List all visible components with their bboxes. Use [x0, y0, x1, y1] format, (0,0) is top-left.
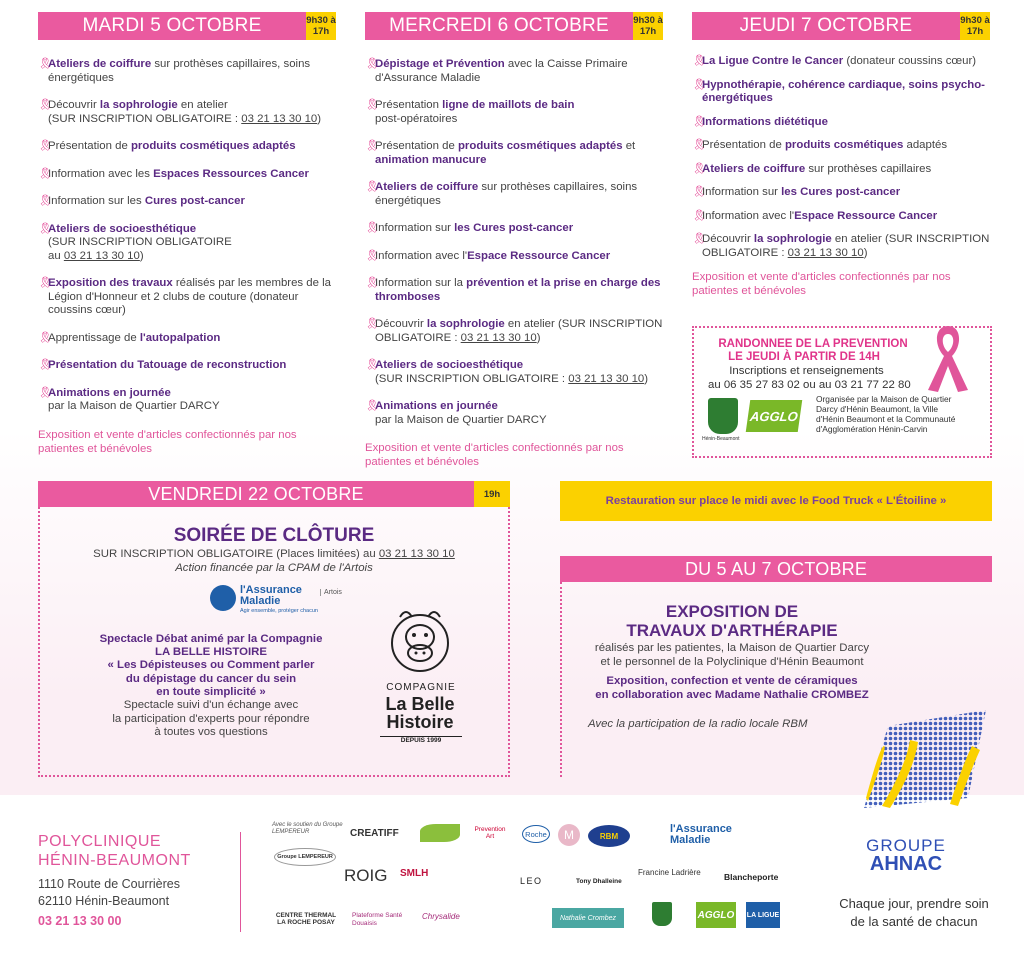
expo-note: Exposition et vente d'articles confectionnés par nos patientes et bénévoles	[365, 442, 624, 468]
ribbon-icon: 🎗	[692, 186, 706, 198]
sponsor-smlh: SMLH	[400, 868, 429, 879]
am-slogan: Agir ensemble, protéger chacun	[240, 608, 318, 614]
sponsors-grid	[272, 822, 792, 934]
list-item: 🎗 Ateliers de coiffure sur prothèses capillaires, soins énergétiques	[38, 58, 311, 84]
ribbon-icon: 🎗	[692, 233, 706, 245]
slogan-2: de la santé de chacun	[850, 914, 978, 929]
day-title: VENDREDI 22 OCTOBRE	[148, 483, 364, 504]
pink-ribbon-icon	[924, 322, 972, 394]
histoire-label: Histoire	[386, 712, 454, 732]
groupe-label: GROUPE	[866, 836, 946, 855]
sponsor-roche: Roche	[522, 825, 550, 843]
sponsor-assurance-maladie: l'Assurance Maladie	[670, 823, 732, 846]
am-name: l'Assurance Maladie	[240, 584, 302, 607]
list-item: 🎗 Présentation ligne de maillots de bain post-opératoires	[365, 99, 575, 125]
randonnee-info: Inscriptions et renseignements	[729, 365, 884, 377]
spectacle-desc: Spectacle Débat animé par la Compagnie LA BELLE HISTOIRE « Les Dépisteuses ou Comment parler du dépistage du cancer du sein en toute simplicité »	[99, 633, 323, 698]
expo-art-radio: Avec la participation de la radio locale RBM	[588, 718, 808, 730]
sponsor-leaf-logo	[420, 824, 460, 842]
list-item: 🎗 Dépistage et Prévention avec la Caisse Primaire d'Assurance Maladie	[365, 58, 628, 84]
compagnie-label: COMPAGNIE	[386, 682, 456, 693]
ribbon-icon: 🎗	[38, 331, 52, 344]
ribbon-icon: 🎗	[38, 167, 52, 180]
soiree-title: SOIRÉE DE CLÔTURE	[173, 525, 375, 546]
list-item: 🎗 Présentation de produits cosmétiques adaptés	[38, 140, 296, 152]
randonnee-subtitle: LE JEUDI À PARTIR DE 14H	[728, 351, 880, 363]
randonnee-phones: au 06 35 27 83 02 ou au 03 21 77 22 80	[708, 379, 911, 391]
ribbon-icon: 🎗	[38, 58, 52, 70]
ahnac-label: AHNAC	[869, 853, 943, 875]
expo-art-h2: TRAVAUX D'ARTHÉRAPIE	[626, 621, 838, 640]
day-title: MERCREDI 6 OCTOBRE	[389, 15, 609, 36]
ribbon-icon: 🎗	[365, 222, 379, 234]
list-item: 🎗 Information avec l'Espace Ressource Cancer	[692, 209, 938, 222]
list-item: 🎗 Présentation de produits cosmétiques adaptés et animation manucure	[365, 140, 636, 166]
phone-link[interactable]: 03 21 13 30 10	[568, 372, 645, 385]
ribbon-icon: 🎗	[38, 99, 52, 111]
sponsor-la-roche-posay: CENTRE THERMAL LA ROCHE POSAY	[275, 912, 337, 926]
phone-link[interactable]: 03 21 13 30 10	[378, 548, 455, 560]
expo-note: Exposition et vente d'articles confectionnés par nos patientes et bénévoles	[692, 271, 951, 297]
header-mercredi	[365, 12, 663, 40]
cow-logo-icon	[390, 603, 450, 679]
ribbon-icon: 🎗	[38, 222, 52, 235]
expo-art-h1: EXPOSITION DE	[665, 602, 799, 621]
ribbon-icon: 🎗	[365, 359, 379, 371]
list-item: 🎗 Information sur les Cures post-cancer	[365, 222, 574, 234]
day-title: MARDI 5 OCTOBRE	[82, 15, 262, 36]
list-item: 🎗 Ateliers de coiffure sur prothèses capillaires	[692, 162, 932, 175]
ribbon-icon: 🎗	[365, 318, 379, 330]
header-expo-art	[560, 556, 992, 582]
list-item: 🎗 Présentation de produits cosmétiques adaptés	[692, 139, 948, 151]
list-item: 🎗 Ateliers de socioesthétique (SUR INSCRIPTION OBLIGATOIRE : 03 21 13 30 10)	[365, 359, 649, 385]
ribbon-icon: 🎗	[692, 162, 706, 175]
henin-beaumont-logo	[708, 398, 738, 434]
assurance-maladie-logo	[210, 583, 350, 617]
randonnee-org: Organisée par la Maison de Quartier Darcy d'Hénin Beaumont, la Ville d'Hénin Beaumont et la Communauté d'Agglomération Hénin-Carvin	[816, 394, 956, 434]
list-item: 🎗 Ateliers de socioesthétique (SUR INSCRIPTION OBLIGATOIRE au 03 21 13 30 10)	[38, 222, 232, 262]
expo-art-b1: Exposition, confection et vente de céramiques	[606, 675, 858, 687]
list-item: 🎗 Présentation du Tatouage de reconstruction	[38, 359, 287, 371]
expo-art-b2: en collaboration avec Madame Nathalie CROMBEZ	[595, 689, 869, 701]
list-item: 🎗 Découvrir la sophrologie en atelier (SUR INSCRIPTION OBLIGATOIRE : 03 21 13 30 10)	[692, 233, 990, 259]
list-item: 🎗 Animations en journée par la Maison de Quartier DARCY	[365, 400, 547, 426]
randonnee-box	[692, 326, 992, 458]
list-item: 🎗 Animations en journée par la Maison de Quartier DARCY	[38, 386, 220, 412]
clinic-name-1: POLYCLINIQUE	[38, 833, 162, 850]
list-item: 🎗 Hypnothérapie, cohérence cardiaque, soins psycho-énergétiques	[692, 78, 985, 104]
ribbon-icon: 🎗	[38, 386, 52, 399]
am-region: Artois	[320, 589, 342, 596]
sponsor-crombez: Nathalie Crombez	[552, 908, 624, 928]
sponsor-chrysalide: Chrysalide	[422, 912, 460, 921]
ribbon-icon: 🎗	[692, 78, 706, 91]
foodtruck-text: Restauration sur place le midi avec le Food Truck « L'Étoiline »	[605, 495, 947, 507]
time-badge: 9h30 à 17h	[306, 12, 336, 40]
sponsor-lempereur: Groupe LEMPEREUR	[274, 848, 336, 866]
time-badge: 9h30 à 17h	[960, 12, 990, 40]
header-mardi	[38, 12, 336, 40]
ribbon-icon: 🎗	[365, 140, 379, 152]
mercredi-program	[365, 58, 665, 469]
ribbon-icon: 🎗	[38, 195, 52, 207]
phone-link[interactable]: 03 21 13 30 10	[787, 246, 864, 259]
ribbon-icon: 🎗	[692, 209, 706, 222]
list-item: 🎗 Information avec l'Espace Ressource Cancer	[365, 249, 611, 262]
ribbon-icon: 🎗	[365, 99, 379, 111]
ribbon-icon: 🎗	[38, 359, 52, 371]
sponsor-leo: LEO	[520, 876, 543, 886]
list-item: 🎗 Découvrir la sophrologie en atelier (SUR INSCRIPTION OBLIGATOIRE : 03 21 13 30 10)	[365, 318, 663, 344]
sponsor-creatiff: CREATIFF	[350, 828, 399, 839]
list-item: 🎗 Information sur la prévention et la prise en charge des thromboses	[365, 277, 661, 303]
sponsor-prevention-art: Prevention Art	[474, 826, 506, 840]
vendredi-box	[38, 507, 510, 777]
sponsor-francine: Francine Ladrière	[638, 868, 701, 877]
sponsor-henin-crest	[652, 902, 672, 926]
ribbon-icon: 🎗	[692, 55, 706, 67]
list-item: 🎗 La Ligue Contre le Cancer (donateur coussins cœur)	[692, 55, 977, 67]
jeudi-program	[692, 55, 992, 298]
soiree-inscription: SUR INSCRIPTION OBLIGATOIRE (Places limitées) au 03 21 13 30 10	[93, 548, 455, 560]
ribbon-icon: 🎗	[365, 181, 379, 193]
agglo-logo: AGGLO	[746, 400, 802, 432]
ribbon-icon: 🎗	[365, 249, 379, 262]
phone-link[interactable]: 03 21 13 30 10	[63, 249, 140, 262]
spectacle-suite: Spectacle suivi d'un échange avec la participation d'experts pour répondre à toutes vos questions	[112, 699, 310, 738]
clinic-phone[interactable]: 03 21 13 30 00	[38, 914, 122, 928]
time-badge: 9h30 à 17h	[633, 12, 663, 40]
sponsor-la-ligue: LA LIGUE	[746, 902, 780, 928]
sponsor-tony-dhalleine: Tony Dhalleine	[576, 878, 622, 885]
phone-link[interactable]: 03 21 13 30 10	[460, 331, 537, 344]
sponsor-plateforme: Plateforme Santé Douaisis	[352, 912, 403, 927]
foodtruck-banner	[560, 481, 992, 521]
ribbon-icon: 🎗	[38, 277, 52, 289]
sponsor-rbm: RBM	[588, 825, 630, 847]
expo-art-l2: et le personnel de la Polyclinique d'Hénin Beaumont	[600, 656, 864, 668]
header-jeudi	[692, 12, 990, 40]
sponsor-blancheporte: Blancheporte	[724, 872, 779, 882]
list-item: 🎗 Découvrir la sophrologie en atelier (SUR INSCRIPTION OBLIGATOIRE : 03 21 13 30 10)	[38, 99, 322, 125]
depuis-label: DEPUIS 1999	[380, 736, 462, 744]
soiree-financement: Action financée par la CPAM de l'Artois	[175, 562, 373, 574]
list-item: 🎗 Information avec les Espaces Ressources Cancer	[38, 167, 309, 180]
slogan-1: Chaque jour, prendre soin	[839, 896, 989, 911]
footer-divider	[240, 832, 241, 932]
henin-caption: Hénin-Beaumont	[702, 436, 740, 442]
list-item: 🎗 Exposition des travaux réalisés par les membres de la Légion d'Honneur et 2 clubs de couture (donateur coussins cœur)	[38, 277, 331, 316]
list-item: 🎗 Apprentissage de l'autopalpation	[38, 331, 221, 344]
list-item: 🎗 Information sur les Cures post-cancer	[692, 186, 901, 198]
time-badge: 19h	[474, 481, 510, 507]
ribbon-icon: 🎗	[365, 58, 379, 70]
clinic-address-2: 62110 Hénin-Beaumont	[38, 894, 170, 908]
assurance-maladie-icon	[210, 585, 236, 611]
expo-art-l1: réalisés par les patientes, la Maison de Quartier Darcy	[594, 642, 870, 654]
ribbon-icon: 🎗	[38, 140, 52, 152]
expo-art-title: DU 5 AU 7 OCTOBRE	[684, 558, 868, 579]
day-title: JEUDI 7 OCTOBRE	[739, 15, 913, 36]
clinic-address-1: 1110 Route de Courrières	[38, 877, 180, 891]
belle-label: La Belle	[385, 694, 455, 714]
soutien-text: Avec le soutien du Groupe LEMPEREUR	[272, 822, 343, 835]
expo-note: Exposition et vente d'articles confectionnés par nos patientes et bénévoles	[38, 428, 297, 455]
list-item: 🎗 Information sur les Cures post-cancer	[38, 195, 245, 207]
ahnac-logo-icon	[858, 706, 998, 816]
sponsor-agglo: AGGLO	[696, 902, 736, 928]
ribbon-icon: 🎗	[365, 400, 379, 412]
mardi-program	[38, 58, 338, 456]
ribbon-icon: 🎗	[365, 277, 379, 289]
ribbon-icon: 🎗	[692, 115, 706, 128]
randonnee-title: RANDONNEE DE LA PREVENTION	[718, 338, 908, 350]
sponsor-roig: ROIG	[344, 866, 388, 885]
clinic-name-2: HÉNIN-BEAUMONT	[38, 852, 191, 869]
ribbon-icon: 🎗	[692, 139, 706, 151]
phone-link[interactable]: 03 21 13 30 10	[241, 112, 318, 125]
list-item: 🎗 Informations diététique	[692, 115, 828, 128]
list-item: 🎗 Ateliers de coiffure sur prothèses capillaires, soins énergétiques	[365, 181, 638, 207]
sponsor-m-logo: M	[558, 824, 580, 846]
header-vendredi	[38, 481, 510, 507]
